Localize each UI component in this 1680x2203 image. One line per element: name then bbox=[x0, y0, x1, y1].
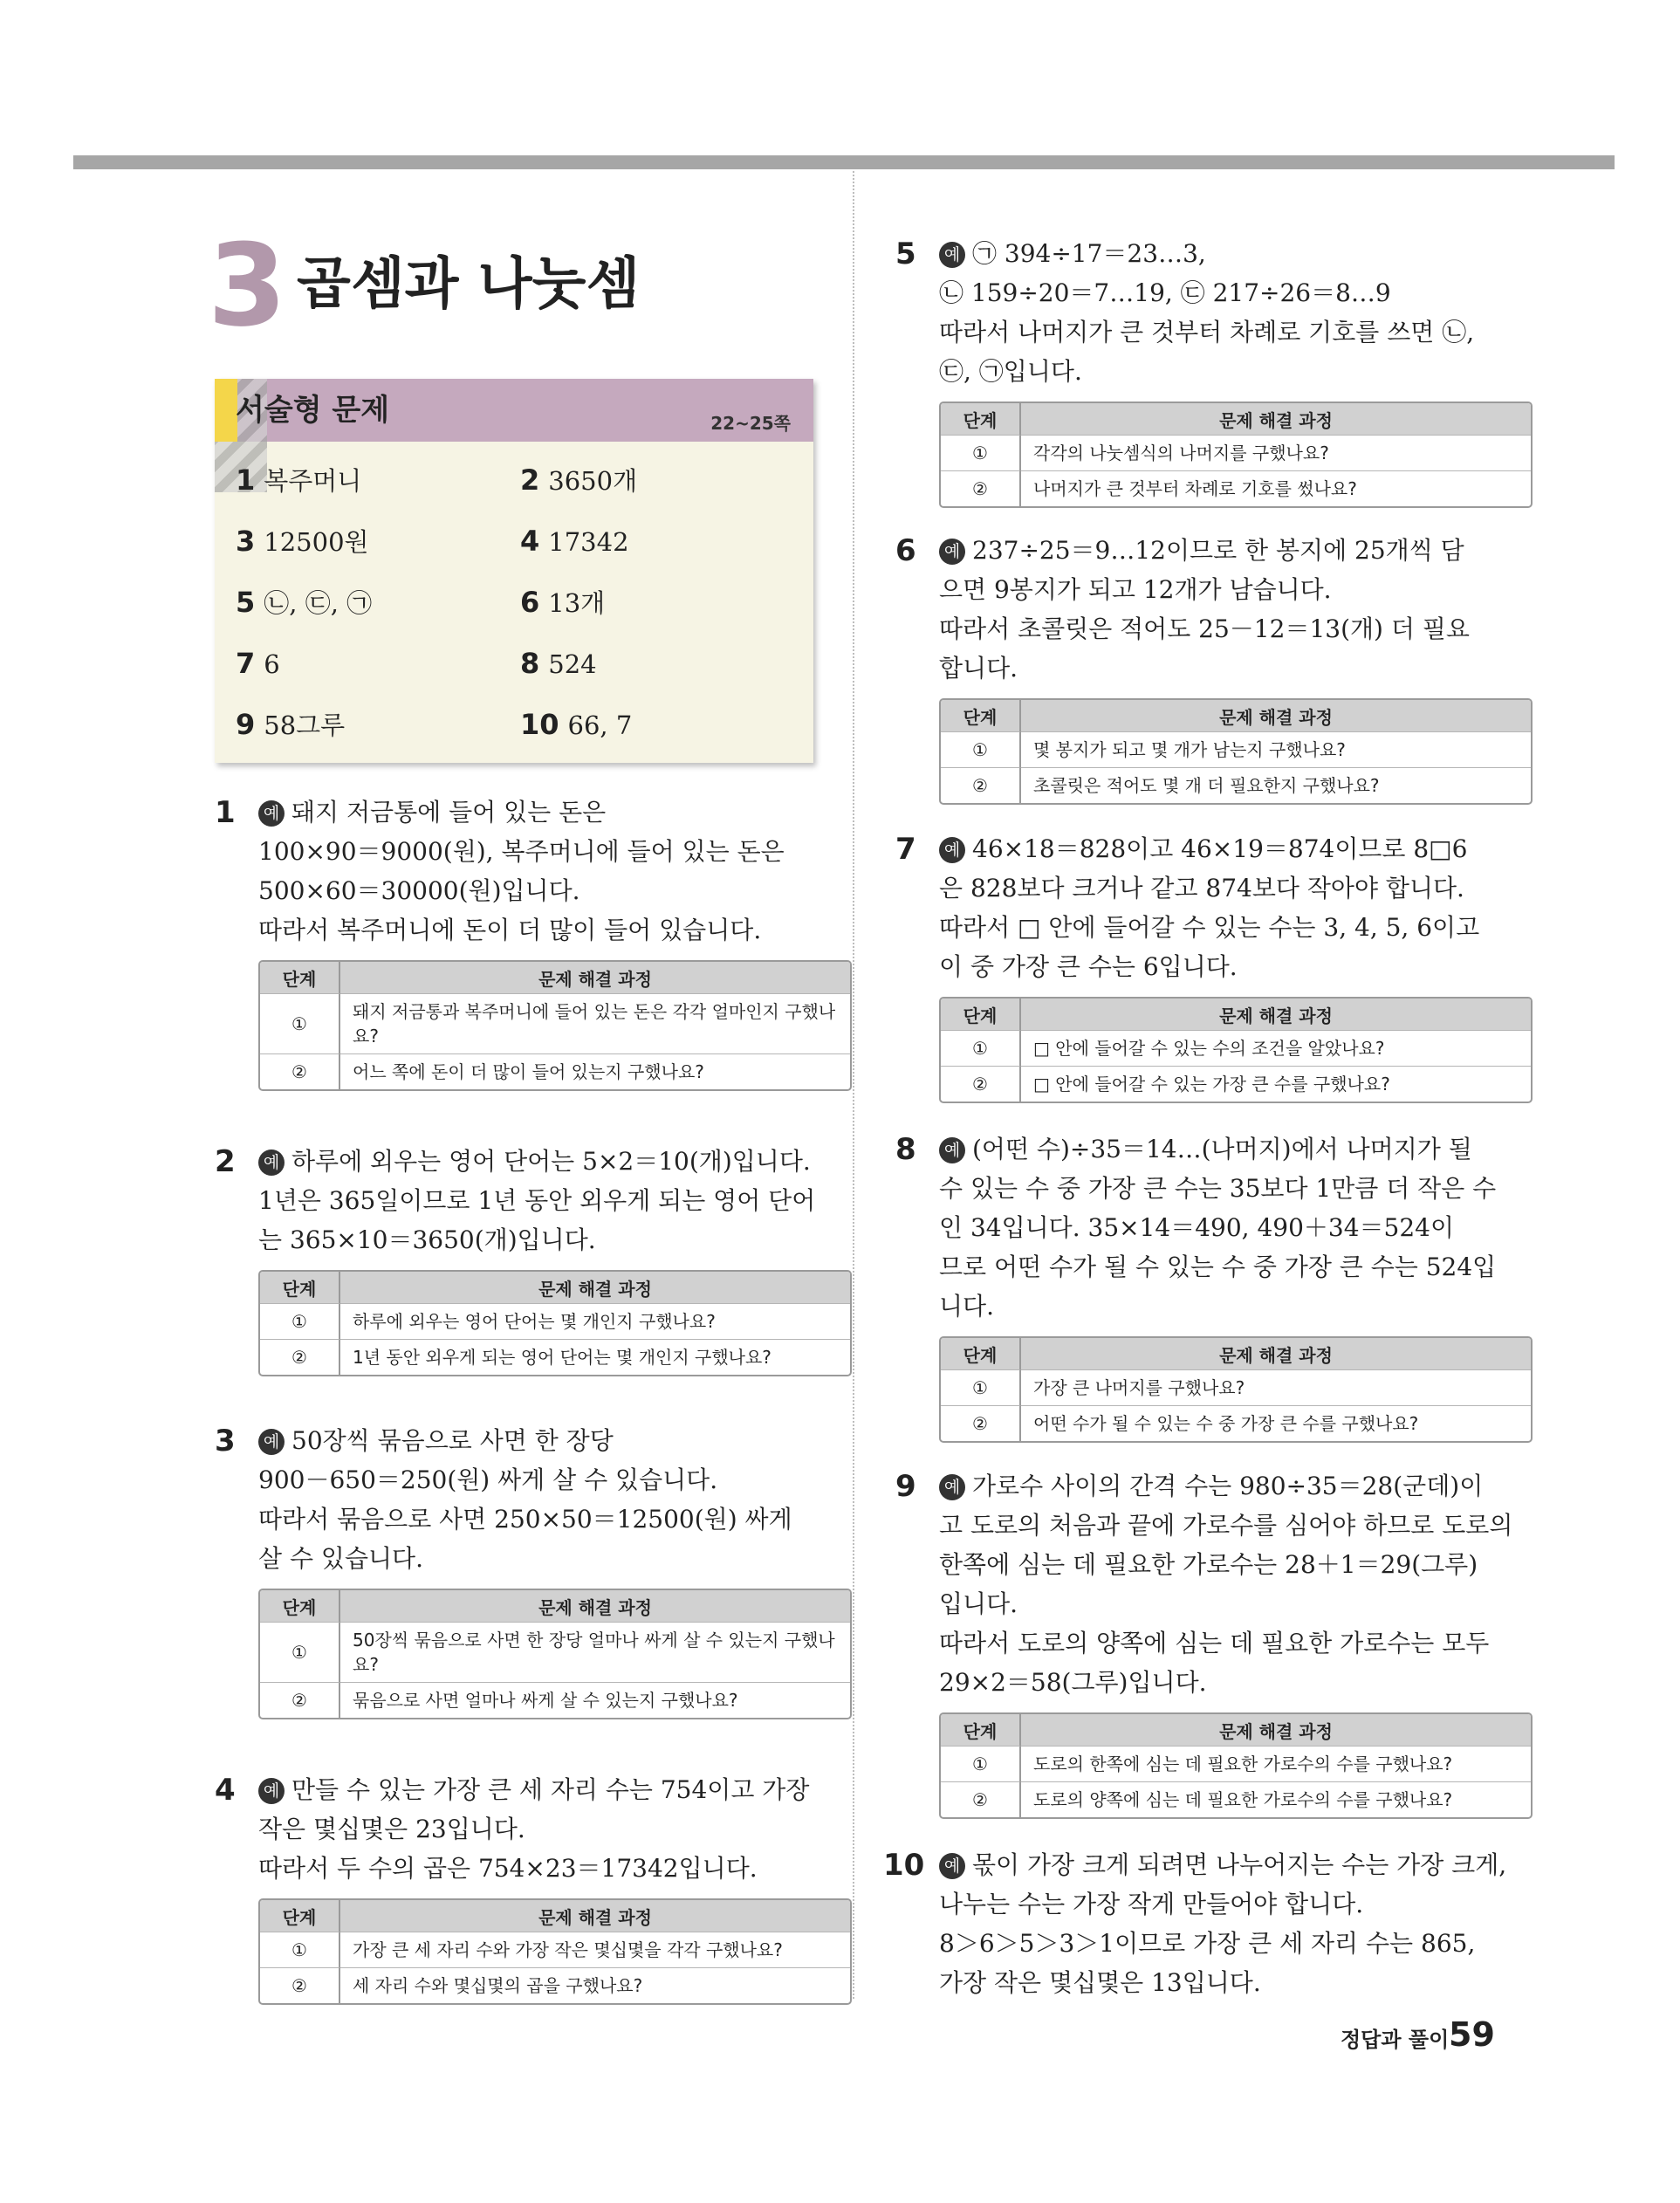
page-number: 59 bbox=[1449, 2015, 1495, 2054]
problem-10 bbox=[883, 1845, 1533, 2002]
problem-number: 10 bbox=[883, 1848, 925, 1883]
example-mark: 예 bbox=[939, 1853, 965, 1879]
answer-summary-box bbox=[215, 379, 813, 763]
solution-text: 예 돼지 저금통에 들어 있는 돈은 100×90＝9000(원), 복주머니에 들어 있는 돈은 500×60＝30000(원)입니다. 따라서 복주머니에 돈이 더 많이 들어 있습니다. bbox=[258, 798, 785, 944]
problem-number: 9 bbox=[895, 1469, 916, 1504]
example-mark: 예 bbox=[258, 1778, 285, 1804]
footer-label: 정답과 풀이 bbox=[1341, 2028, 1450, 2052]
solution-text: 예 하루에 외우는 영어 단어는 5×2＝10(개)입니다. 1년은 365일이므로 1년 동안 외우게 되는 영어 단어 는 365×10＝3650(개)입니다. bbox=[258, 1147, 816, 1254]
problem-3 bbox=[215, 1421, 852, 1719]
example-mark: 예 bbox=[258, 800, 285, 827]
problem-8 bbox=[895, 1129, 1533, 1443]
problem-2 bbox=[215, 1142, 852, 1376]
solution-text: 예 46×18＝828이고 46×19＝874이므로 8□6 은 828보다 크거나 같고 874보다 작아야 합니다. 따라서 □ 안에 들어갈 수 있는 수는 3, 4, 5, 6이고 이 중 가장 큰 수는 6입니다. bbox=[939, 834, 1480, 981]
example-mark: 예 bbox=[258, 1429, 285, 1455]
problem-number: 2 bbox=[215, 1144, 236, 1179]
problem-number: 4 bbox=[215, 1773, 236, 1808]
example-mark: 예 bbox=[939, 1474, 965, 1500]
example-mark: 예 bbox=[939, 539, 965, 565]
problem-6 bbox=[895, 531, 1533, 805]
example-mark: 예 bbox=[258, 1150, 285, 1176]
summary-answer: 5 ㉡, ㉢, ㉠ bbox=[236, 586, 373, 619]
solution-text: 예 몫이 가장 크게 되려면 나누어지는 수는 가장 크게, 나누는 수는 가장 작게 만들어야 합니다. 8＞6＞5＞3＞1이므로 가장 큰 세 자리 수는 865, 가장 작은 몇십몇은 13입니다. bbox=[939, 1850, 1507, 1997]
summary-answer: 10 66, 7 bbox=[520, 708, 633, 741]
top-rule bbox=[73, 155, 1615, 169]
problem-9 bbox=[895, 1466, 1533, 1819]
summary-title: 서술형 문제 bbox=[236, 393, 390, 428]
steps-table: 단계 문제 해결 과정 ① 50장씩 묶음으로 사면 한 장당 얼마나 싸게 살 수 있는지 구했나요? ② 묶음으로 사면 얼마나 싸게 살 수 있는지 구했나요? bbox=[258, 1589, 852, 1719]
problem-1 bbox=[215, 793, 852, 1091]
problem-4 bbox=[215, 1770, 852, 2005]
summary-answer: 1 복주머니 bbox=[236, 463, 362, 497]
problem-7 bbox=[895, 829, 1533, 1103]
chapter-number: 3 bbox=[208, 219, 284, 352]
example-mark: 예 bbox=[939, 1137, 965, 1163]
steps-table: 단계 문제 해결 과정 ① 돼지 저금통과 복주머니에 들어 있는 돈은 각각 얼마인지 구했나요? ② 어느 쪽에 돈이 더 많이 들어 있는지 구했나요? bbox=[258, 960, 852, 1091]
problem-number: 8 bbox=[895, 1132, 916, 1167]
summary-answer: 9 58그루 bbox=[236, 708, 346, 741]
chapter-title: 곱셈과 나눗셈 bbox=[297, 252, 641, 317]
problem-number: 1 bbox=[215, 795, 236, 830]
solution-text: 예 (어떤 수)÷35＝14…(나머지)에서 나머지가 될 수 있는 수 중 가장 큰 수는 35보다 1만큼 더 작은 수 인 34입니다. 35×14＝490, 490＋34＝524이 므로 어떤 수가 될 수 있는 수 중 가장 큰 수는 524입 니다. bbox=[939, 1135, 1497, 1321]
steps-table: 단계 문제 해결 과정 ① □ 안에 들어갈 수 있는 수의 조건을 알았나요? ② □ 안에 들어갈 수 있는 가장 큰 수를 구했나요? bbox=[939, 997, 1533, 1103]
problem-number: 7 bbox=[895, 832, 916, 867]
solution-text: 예 50장씩 묶음으로 사면 한 장당 900－650＝250(원) 싸게 살 수 있습니다. 따라서 묶음으로 사면 250×50＝12500(원) 싸게 살 수 있습니다. bbox=[258, 1426, 792, 1573]
problem-number: 3 bbox=[215, 1424, 236, 1458]
problem-5 bbox=[895, 234, 1533, 508]
problem-number: 6 bbox=[895, 533, 916, 568]
steps-table: 단계 문제 해결 과정 ① 각각의 나눗셈식의 나머지를 구했나요? ② 나머지가 큰 것부터 차례로 기호를 썼나요? bbox=[939, 401, 1533, 508]
steps-table: 단계 문제 해결 과정 ① 가장 큰 세 자리 수와 가장 작은 몇십몇을 각각 구했나요? ② 세 자리 수와 몇십몇의 곱을 구했나요? bbox=[258, 1898, 852, 2005]
example-mark: 예 bbox=[939, 242, 965, 268]
column-divider bbox=[853, 171, 854, 1999]
example-mark: 예 bbox=[939, 837, 965, 863]
steps-table: 단계 문제 해결 과정 ① 도로의 한쪽에 심는 데 필요한 가로수의 수를 구했나요? ② 도로의 양쪽에 심는 데 필요한 가로수의 수를 구했나요? bbox=[939, 1712, 1533, 1819]
solution-text: 예 237÷25＝9…12이므로 한 봉지에 25개씩 담 으면 9봉지가 되고 12개가 남습니다. 따라서 초콜릿은 적어도 25－12＝13(개) 더 필요 합니다. bbox=[939, 536, 1470, 683]
summary-answer: 2 3650개 bbox=[520, 463, 638, 497]
yellow-accent bbox=[215, 379, 237, 442]
solution-text: 예 ㉠ 394÷17＝23…3, ㉡ 159÷20＝7…19, ㉢ 217÷26＝8…9 따라서 나머지가 큰 것부터 차례로 기호를 쓰면 ㉡, ㉢, ㉠입니다. bbox=[939, 239, 1475, 386]
steps-table: 단계 문제 해결 과정 ① 하루에 외우는 영어 단어는 몇 개인지 구했나요? ② 1년 동안 외우게 되는 영어 단어는 몇 개인지 구했나요? bbox=[258, 1270, 852, 1376]
summary-answer: 3 12500원 bbox=[236, 525, 369, 558]
summary-answer: 6 13개 bbox=[520, 586, 606, 619]
problem-number: 5 bbox=[895, 237, 916, 271]
summary-answer: 7 6 bbox=[236, 647, 280, 680]
summary-answer: 4 17342 bbox=[520, 525, 629, 558]
summary-answer: 8 524 bbox=[520, 647, 597, 680]
steps-table: 단계 문제 해결 과정 ① 가장 큰 나머지를 구했나요? ② 어떤 수가 될 수 있는 수 중 가장 큰 수를 구했나요? bbox=[939, 1336, 1533, 1443]
solution-text: 예 가로수 사이의 간격 수는 980÷35＝28(군데)이 고 도로의 처음과 끝에 가로수를 심어야 하므로 도로의 한쪽에 심는 데 필요한 가로수는 28＋1＝29(그루) 입니다. 따라서 도로의 양쪽에 심는 데 필요한 가로수는 모두 29×2＝58(그루)입니다. bbox=[939, 1472, 1513, 1697]
steps-table: 단계 문제 해결 과정 ① 몇 봉지가 되고 몇 개가 남는지 구했나요? ② 초콜릿은 적어도 몇 개 더 필요한지 구했나요? bbox=[939, 698, 1533, 805]
summary-pages: 22~25쪽 bbox=[710, 413, 791, 434]
solution-text: 예 만들 수 있는 가장 큰 세 자리 수는 754이고 가장 작은 몇십몇은 23입니다. 따라서 두 수의 곱은 754×23＝17342입니다. bbox=[258, 1775, 810, 1883]
